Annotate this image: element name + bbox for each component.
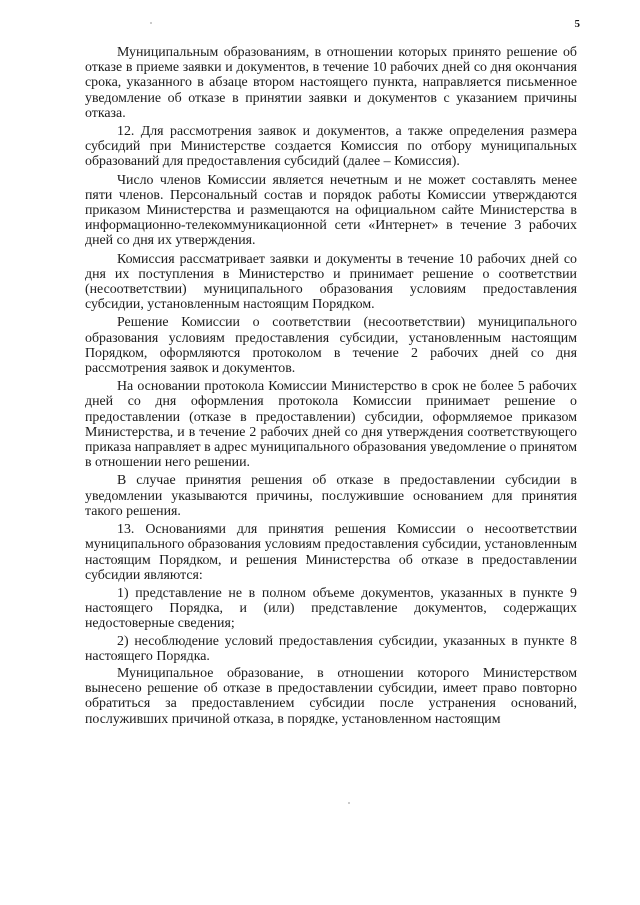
document-body (85, 45, 577, 730)
paragraph: Число членов Комиссии является нечетным и не может составлять менее пяти членов. Персональный состав и порядок работы Комиссии утверждаются приказом Министерства и размещаются на официальном сайте Министерства в информационно-телекоммуникационной сети «Интернет» в течение 3 рабочих дней со дня их утверждения. (85, 172, 577, 249)
scan-speck (348, 802, 350, 804)
paragraph: На основании протокола Комиссии Министерство в срок не более 5 рабочих дней со дня оформления протокола Комиссии принимает решение о предоставлении (отказе в предоставлении) субсидии, оформляемое приказом Министерства, и в течение 2 рабочих дней со дня утверждения соответствующего приказа направляет в адрес муниципального образования уведомление о принятом в отношении него решении. (85, 379, 577, 471)
page-number: 5 (574, 18, 580, 30)
paragraph: 12. Для рассмотрения заявок и документов, а также определения размера субсидий при Министерстве создается Комиссия по отбору муниципальных образований для предоставления субсидий (далее – Комиссия). (85, 124, 577, 170)
paragraph: Решение Комиссии о соответствии (несоответствии) муниципального образования условиям предоставления субсидии, установленным настоящим Порядком, оформляются протоколом в течение 2 рабочих дней со дня рассмотрения заявок и документов. (85, 315, 577, 377)
paragraph: Муниципальным образованиям, в отношении которых принято решение об отказе в приеме заявки и документов, в течение 10 рабочих дней со дня окончания срока, указанного в абзаце втором настоящего пункта, направляется письменное уведомление об отказе в принятии заявки и документов с указанием причины отказа. (85, 45, 577, 121)
paragraph: Комиссия рассматривает заявки и документы в течение 10 рабочих дней со дня их поступления в Министерство и принимает решение о соответствии (несоответствии) муниципального образования условиям предоставления субсидии, установленным настоящим Порядком. (85, 251, 577, 313)
paragraph: Муниципальное образование, в отношении которого Министерством вынесено решение об отказе в предоставлении субсидии, имеет право повторно обратиться за предоставлением субсидии после устранения оснований, послуживших причиной отказа, в порядке, установленном настоящим (85, 665, 577, 727)
paragraph: В случае принятия решения об отказе в предоставлении субсидии в уведомлении указываются причины, послужившие основанием для принятия такого решения. (85, 473, 577, 519)
paragraph: 13. Основаниями для принятия решения Комиссии о несоответствии муниципального образования условиям предоставления субсидии, установленным настоящим Порядком, и решения Министерства об отказе в предоставлении субсидии являются: (85, 522, 577, 583)
list-item: 1) представление не в полном объеме документов, указанных в пункте 9 настоящего Порядка, и (или) представление документов, содержащих недостоверные сведения; (85, 585, 577, 632)
scan-speck (150, 22, 152, 24)
list-item: 2) несоблюдение условий предоставления субсидии, указанных в пункте 8 настоящего Порядка. (85, 633, 577, 664)
